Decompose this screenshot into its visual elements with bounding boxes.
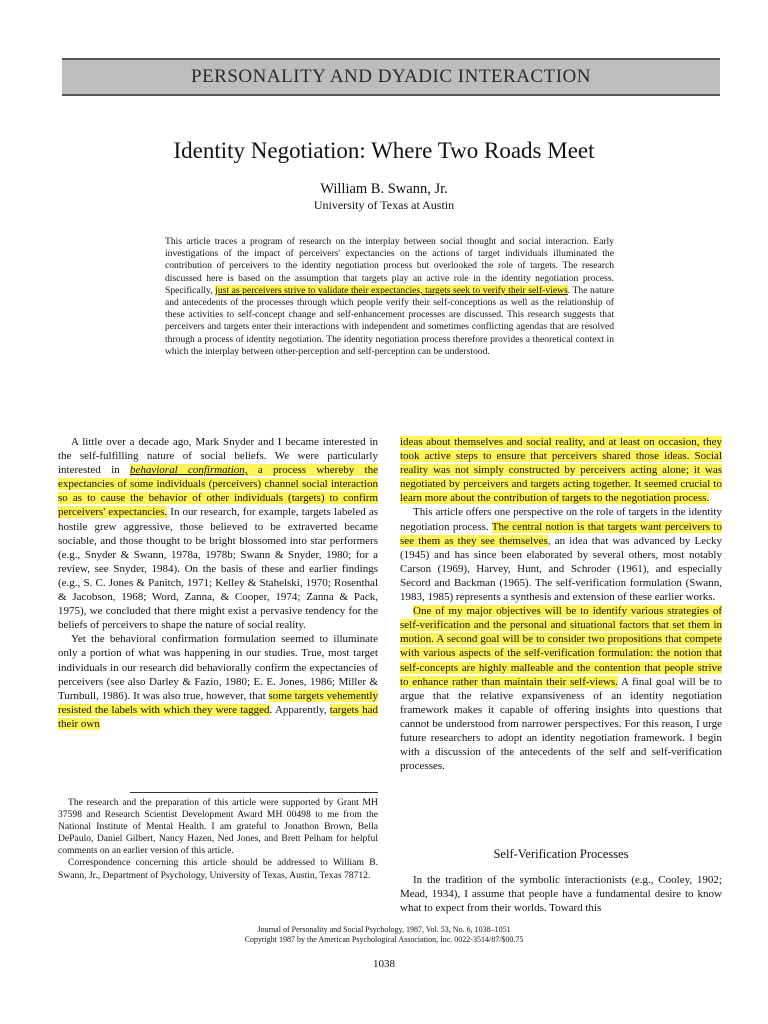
section-banner-text: PERSONALITY AND DYADIC INTERACTION	[191, 66, 591, 87]
footnotes	[58, 797, 378, 882]
emphasis-term: behavioral confirmation,	[129, 464, 248, 477]
body-text: . Apparently,	[269, 703, 330, 716]
section-banner	[62, 58, 720, 96]
paragraph	[400, 604, 722, 773]
article-title: Identity Negotiation: Where Two Roads Meet	[173, 138, 595, 163]
right-column-continued	[400, 873, 722, 915]
journal-citation: Journal of Personality and Social Psychology, 1987, Vol. 53, No. 6, 1038–1051	[257, 925, 511, 934]
paragraph	[58, 632, 378, 731]
body-text: This article offers one perspective on the role of targets in the identity negotiation process.	[400, 506, 722, 533]
body-text: A little over a decade ago, Mark Snyder and I became interested in the self-fulfilling nature of social beliefs. We were particularly interested in	[58, 436, 378, 477]
abstract-highlight: just as perceivers strive to validate their expectancies, targets seek to verify their self-views	[215, 284, 568, 296]
highlighted-text: One of my major objectives will be to identify various strategies of self-verification and the personal and situational factors that set them in motion. A second goal will be to consider two propositions that compete with various aspects of the self-verification formulation: the notion that self-concepts are highly malleable and the contention that people strive to enhance rather than maintain their self-views.	[400, 605, 722, 688]
article-author: William B. Swann, Jr.	[320, 181, 448, 197]
highlighted-text: some targets vehemently resisted the labels with which they were tagged	[58, 689, 378, 716]
abstract-text: . The nature and antecedents of the processes through which people verify their self-conceptions as well as the relationship of these activities to self-concept change and self-enhancement processes are discussed. This research suggests that perceivers and targets enter their interactions with independent and sometimes conflicting agendas that are resolved through a process of identity negotiation. The identity negotiation process therefore provides a theoretical context in which the interplay between other-perception and self-perception can be understood.	[165, 284, 614, 357]
page-number: 1038	[373, 958, 395, 970]
right-column	[400, 435, 722, 773]
abstract-text: This article traces a program of research on the interplay between social thought and social interaction. Early investigations of the impact of perceivers' expectancies on the actions of target individuals illuminated the contribution of perceivers to the identity negotiation process but overlooked the role of targets. The research discussed here is based on the assumption that targets play an active role in the identity negotiation process. Specifically,	[165, 236, 614, 296]
highlighted-text: The central notion is that targets want perceivers to see them as they see themselves	[400, 520, 722, 547]
paragraph	[58, 435, 378, 632]
journal-info	[0, 925, 768, 944]
footnote: Correspondence concerning this article should be addressed to William B. Swann, Jr., Department of Psychology, University of Texas, Austin, Texas 78712.	[58, 857, 378, 881]
highlighted-text: a process whereby the expectancies of some individuals (perceivers) channel social interaction so as to cause the behavior of other individuals (targets) to confirm perceivers' expectancies.	[58, 464, 378, 519]
highlighted-text: targets had their own	[58, 703, 378, 730]
body-text: Yet the behavioral confirmation formulation seemed to illuminate only a portion of what was happening in our studies. True, most target individuals in our research did behaviorally confirm the expectancies of perceivers (see also Darley & Fazio, 1980; E. E. Jones, 1986; Miller & Turnbull, 1986). It was also true, however, that	[58, 633, 378, 702]
copyright-line: Copyright 1987 by the American Psychological Association, Inc. 0022-3514/87/$00.75	[244, 934, 524, 944]
paragraph	[400, 505, 722, 604]
highlighted-text: ideas about themselves and social reality, and at least on occasion, they took active steps to ensure that perceivers shared those ideas. Social reality was not simply constructed by perceivers acting alone; it was negotiated by perceivers and targets acting together. It seemed crucial to learn more about the contribution of targets to the negotiation process.	[400, 436, 722, 505]
paragraph	[400, 435, 722, 505]
left-column	[58, 435, 378, 731]
section-heading: Self-Verification Processes	[493, 847, 629, 861]
abstract	[165, 236, 614, 358]
footnote-divider	[130, 792, 378, 793]
paragraph: In the tradition of the symbolic interactionists (e.g., Cooley, 1902; Mead, 1934), I assume that people have a fundamental desire to know what to expect from their worlds. Toward this	[400, 874, 722, 915]
body-text: In our research, for example, targets labeled as hostile grew aggressive, those believed to be extraverted became sociable, and those thought to be bright blossomed into star performers (e.g., Snyder & Swann, 1978a, 1978b; Swann & Snyder, 1980; for a review, see Snyder, 1984). On the basis of these and earlier findings (e.g., S. C. Jones & Panitch, 1971; Kelley & Stahelski, 1970; Rosenthal & Jacobson, 1968; Word, Zanna, & Cooper, 1974; Zanna & Pack, 1975), we concluded that there might exist a pervasive tendency for the beliefs of perceivers to shape the nature of social reality.	[58, 506, 378, 632]
body-text: A final goal will be to argue that the relative expansiveness of an identity negotiation framework makes it capable of offering insights into questions that cannot be understood from narrower perspectives. For this reason, I urge future researchers to adopt an identity negotiation framework. I begin with a discussion of the antecedents of the self and self-verification processes.	[400, 675, 722, 773]
author-affiliation: University of Texas at Austin	[313, 198, 455, 212]
footnote: The research and the preparation of this article were supported by Grant MH 37598 and Research Scientist Development Award MH 00498 to me from the National Institute of Mental Health. I am grateful to Jonathon Brown, Bella DePaulo, Daniel Gilbert, Nancy Hazen, Ned Jones, and Brett Pelham for helpful comments on an earlier version of this article.	[58, 797, 378, 857]
body-text: , an idea that was advanced by Lecky (1945) and has since been elaborated by several others, most notably Carson (1969), Harvey, Hunt, and Schroder (1961), and especially Secord and Backman (1965). The self-verification formulation (Swann, 1983, 1985) represents a synthesis and extension of these earlier works.	[400, 534, 722, 604]
